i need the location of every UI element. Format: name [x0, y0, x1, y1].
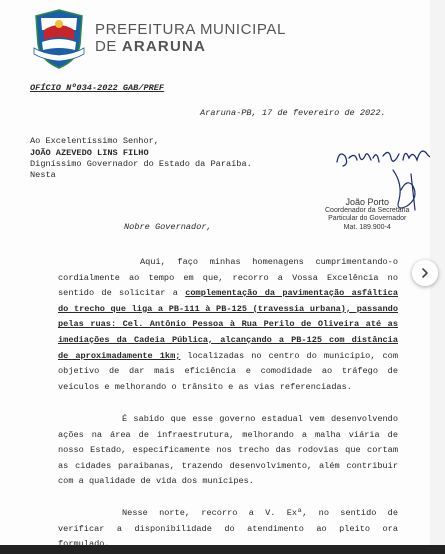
paragraph-1-request: complementação da pavimentação asfáltica do trecho que liga a PB-111 à PB-125 (travessia urbana), passando pelas ruas: Cel. Antônio Pessoa à Rua Perilo de Oliveira até as imediações da Cadeia Pública, alcançando a PB-125 com distância de aproximadamente 1km;	[58, 288, 398, 361]
stamp-line-1: Coordenador da Secretaria	[325, 206, 410, 214]
document-reference: OFÍCIO Nº034-2022 GAB/PREF	[30, 83, 165, 93]
paragraph-1-start: Aqui, faço minhas homenagens cumprimentando-o cordialmente ao tempo em que, recorro a Vossa Excelência no sentido de solicitar a	[58, 257, 398, 299]
stamp-line-3: Mat. 189.900-4	[343, 223, 391, 231]
header-line-1: PREFEITURA MUNICIPAL	[95, 21, 286, 38]
paragraph-3: Nesse norte, recorro a V. Exª, no sentido de verificar a disponibilidade do atendimento ao pleito ora	[58, 508, 398, 534]
stamp-name: João Porto	[345, 197, 389, 207]
chevron-right-icon	[419, 267, 431, 279]
stamp-line-2: Particular do Governador	[328, 215, 407, 222]
recipient-title: Digníssimo Governador do Estado da Paraíba.	[30, 159, 252, 169]
araruna-coat-of-arms-logo	[30, 8, 88, 70]
greeting: Nobre Governador,	[124, 222, 212, 232]
header-title	[95, 21, 286, 55]
header-city-name: ARARUNA	[121, 38, 207, 55]
recipient-location: Nesta	[30, 170, 56, 180]
place-date: Araruna-PB, 17 de fevereiro de 2022.	[200, 108, 386, 118]
header-line-2	[95, 38, 286, 55]
paragraph-1	[58, 255, 398, 395]
recipient-salutation: Ao Excelentíssimo Senhor,	[30, 136, 159, 146]
paragraph-2: É sabido que esse governo estadual vem desenvolvendo ações na área de infraestrutura, melhorando a malha viária de nosso Estado, especificamente nos trecho das rodovias que cortam as cidades paraibanas, trazendo desenvolvimento, além contribuir com a qualidade de vida dos munícipes.	[58, 414, 398, 487]
official-stamp	[325, 198, 409, 232]
recipient-name: JOÃO AZEVEDO LINS FILHO	[30, 148, 149, 158]
paragraph-1-end: localizadas no centro do município, com objetivo de dar mais eficiência e comodidade ao tráfego de veículos e melhorando o trânsito e as vias referenciadas.	[58, 350, 398, 392]
header-line-2-prefix: DE	[95, 38, 118, 55]
next-slide-button[interactable]	[412, 260, 438, 286]
bottom-bar	[0, 545, 445, 554]
